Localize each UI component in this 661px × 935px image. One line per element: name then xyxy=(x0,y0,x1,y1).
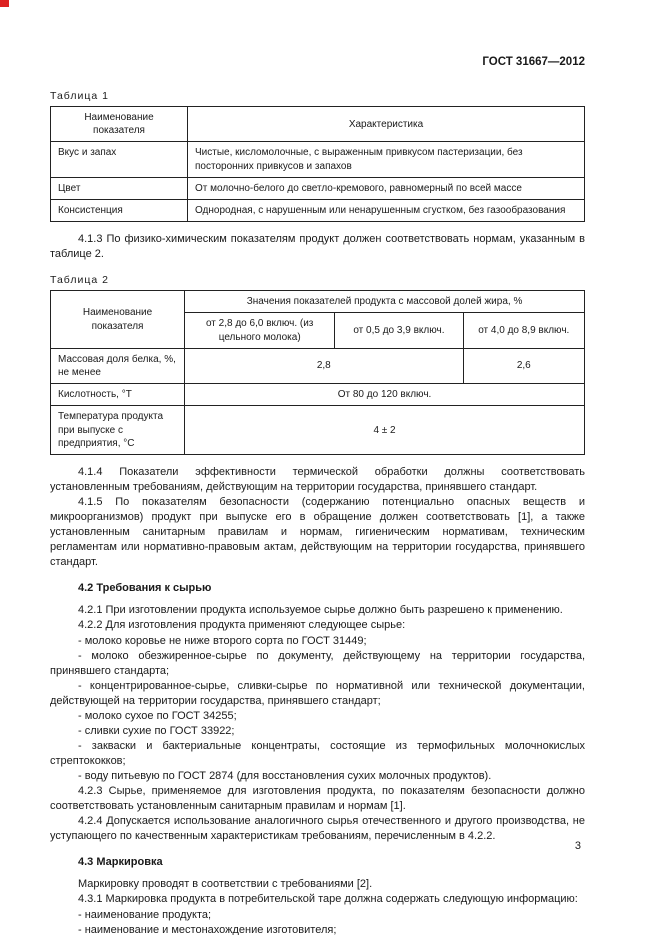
table2-row3-value: 4 ± 2 xyxy=(185,406,585,455)
paragraph-4-2-3: 4.2.3 Сырье, применяемое для изготовления продукта, по показателям безопасности должно соответствовать установленным санитарным правилам и нормам [1]. xyxy=(50,785,585,813)
list-item-concentrated: - концентрированное-сырье, сливки-сырье по нормативной или технической документации, действующей на территории государства, принявшего стандарт; xyxy=(50,679,585,707)
table2-subheader-2: от 0,5 до 3,9 включ. xyxy=(335,313,463,348)
table2-subheader-1: от 2,8 до 6,0 включ. (из цельного молока) xyxy=(185,313,335,348)
table1-caption: Таблица 1 xyxy=(50,90,109,102)
list-item-raw-milk: - молоко коровье не ниже второго сорта по ГОСТ 31449; xyxy=(78,634,367,647)
paragraph-4-3-intro: Маркировку проводят в соответствии с требованиями [2]. xyxy=(78,878,373,891)
table2-header-row xyxy=(51,291,585,313)
list-item-dry-cream: - сливки сухие по ГОСТ 33922; xyxy=(78,724,235,737)
paragraph-4-1-4: 4.1.4 Показатели эффективности термической обработки должны соответствовать установленным требованиям, действующим на территории государства, принявшего стандарт. xyxy=(50,465,585,493)
table-row xyxy=(51,384,585,406)
table-row xyxy=(51,142,585,177)
table1-row1-value: Чистые, кисломолочные, с выраженным привкусом пастеризации, без посторонних привкусов и запахов xyxy=(188,142,585,177)
table2-header-name: Наименование показателя xyxy=(51,291,185,349)
section-heading-4-2: 4.2 Требования к сырью xyxy=(78,582,212,595)
table-row xyxy=(51,177,585,199)
paragraph-4-2-1: 4.2.1 При изготовлении продукта используемое сырье должно быть разрешено к применению. xyxy=(78,604,563,617)
page-number: 3 xyxy=(574,840,581,852)
table1-row3-name: Консистенция xyxy=(51,199,188,221)
table-row xyxy=(51,348,585,383)
table1-row2-name: Цвет xyxy=(51,177,188,199)
table2-row3-name: Температура продукта при выпуске с предприятия, °С xyxy=(51,406,185,455)
list-item-skim-milk: - молоко обезжиренное-сырье по документу, действующему на территории государства, принявшего стандарта; xyxy=(50,649,585,677)
list-item-manufacturer: - наименование и местонахождение изготовителя; xyxy=(78,923,337,935)
table2-row2-name: Кислотность, °Т xyxy=(51,384,185,406)
table2 xyxy=(50,290,585,455)
paragraph-4-3-1: 4.3.1 Маркировка продукта в потребительской таре должна содержать следующую информацию: xyxy=(78,893,578,906)
list-item-product-name: - наименование продукта; xyxy=(78,908,212,921)
table-row xyxy=(51,199,585,221)
table2-row2-value: От 80 до 120 включ. xyxy=(185,384,585,406)
table2-header-group: Значения показателей продукта с массовой долей жира, % xyxy=(185,291,585,313)
scan-corner-marker xyxy=(0,0,9,7)
table1-row1-name: Вкус и запах xyxy=(51,142,188,177)
table1-row2-value: От молочно-белого до светло-кремового, равномерный по всей массе xyxy=(188,177,585,199)
table2-caption: Таблица 2 xyxy=(50,274,109,287)
paragraph-4-2-2: 4.2.2 Для изготовления продукта применяют следующее сырье: xyxy=(78,619,406,632)
list-item-starters: - закваски и бактериальные концентраты, состоящие из термофильных молочнокислых стрептококков; xyxy=(50,739,585,767)
table2-row1-value-last: 2,6 xyxy=(463,348,584,383)
list-item-dry-milk: - молоко сухое по ГОСТ 34255; xyxy=(78,709,237,722)
table1-header-name: Наименование показателя xyxy=(51,107,188,142)
section-heading-4-3: 4.3 Маркировка xyxy=(78,856,163,869)
list-item-water: - воду питьевую по ГОСТ 2874 (для восстановления сухих молочных продуктов). xyxy=(78,770,492,783)
paragraph-4-1-5: 4.1.5 По показателям безопасности (содержанию потенциально опасных веществ и микроорганизмов) продукт при выпуске его в обращение должен соответствовать [1], а также установленным санитарным правилам и нормам, гигиеническим нормативам, техническим регламентам или нормативно-правовым актам, действующим на территории государства, принявшего стандарт. xyxy=(50,496,585,569)
doc-number: ГОСТ 31667—2012 xyxy=(482,56,585,68)
table1 xyxy=(50,106,585,222)
table-row xyxy=(51,406,585,455)
paragraph-4-2-4: 4.2.4 Допускается использование аналогичного сырья отечественного и другого производства, не уступающего по качественным характеристикам требованиям, перечисленным в 4.2.2. xyxy=(50,815,585,843)
table1-header-characteristic: Характеристика xyxy=(188,107,585,142)
table2-row1-value-main: 2,8 xyxy=(185,348,463,383)
table2-subheader-3: от 4,0 до 8,9 включ. xyxy=(463,313,584,348)
paragraph-4-1-3: 4.1.3 По физико-химическим показателям продукт должен соответствовать нормам, указанным в таблице 2. xyxy=(50,233,585,261)
table1-header-row xyxy=(51,107,585,142)
table2-row1-name: Массовая доля белка, %, не менее xyxy=(51,348,185,383)
table1-row3-value: Однородная, с нарушенным или ненарушенным сгустком, без газообразования xyxy=(188,199,585,221)
